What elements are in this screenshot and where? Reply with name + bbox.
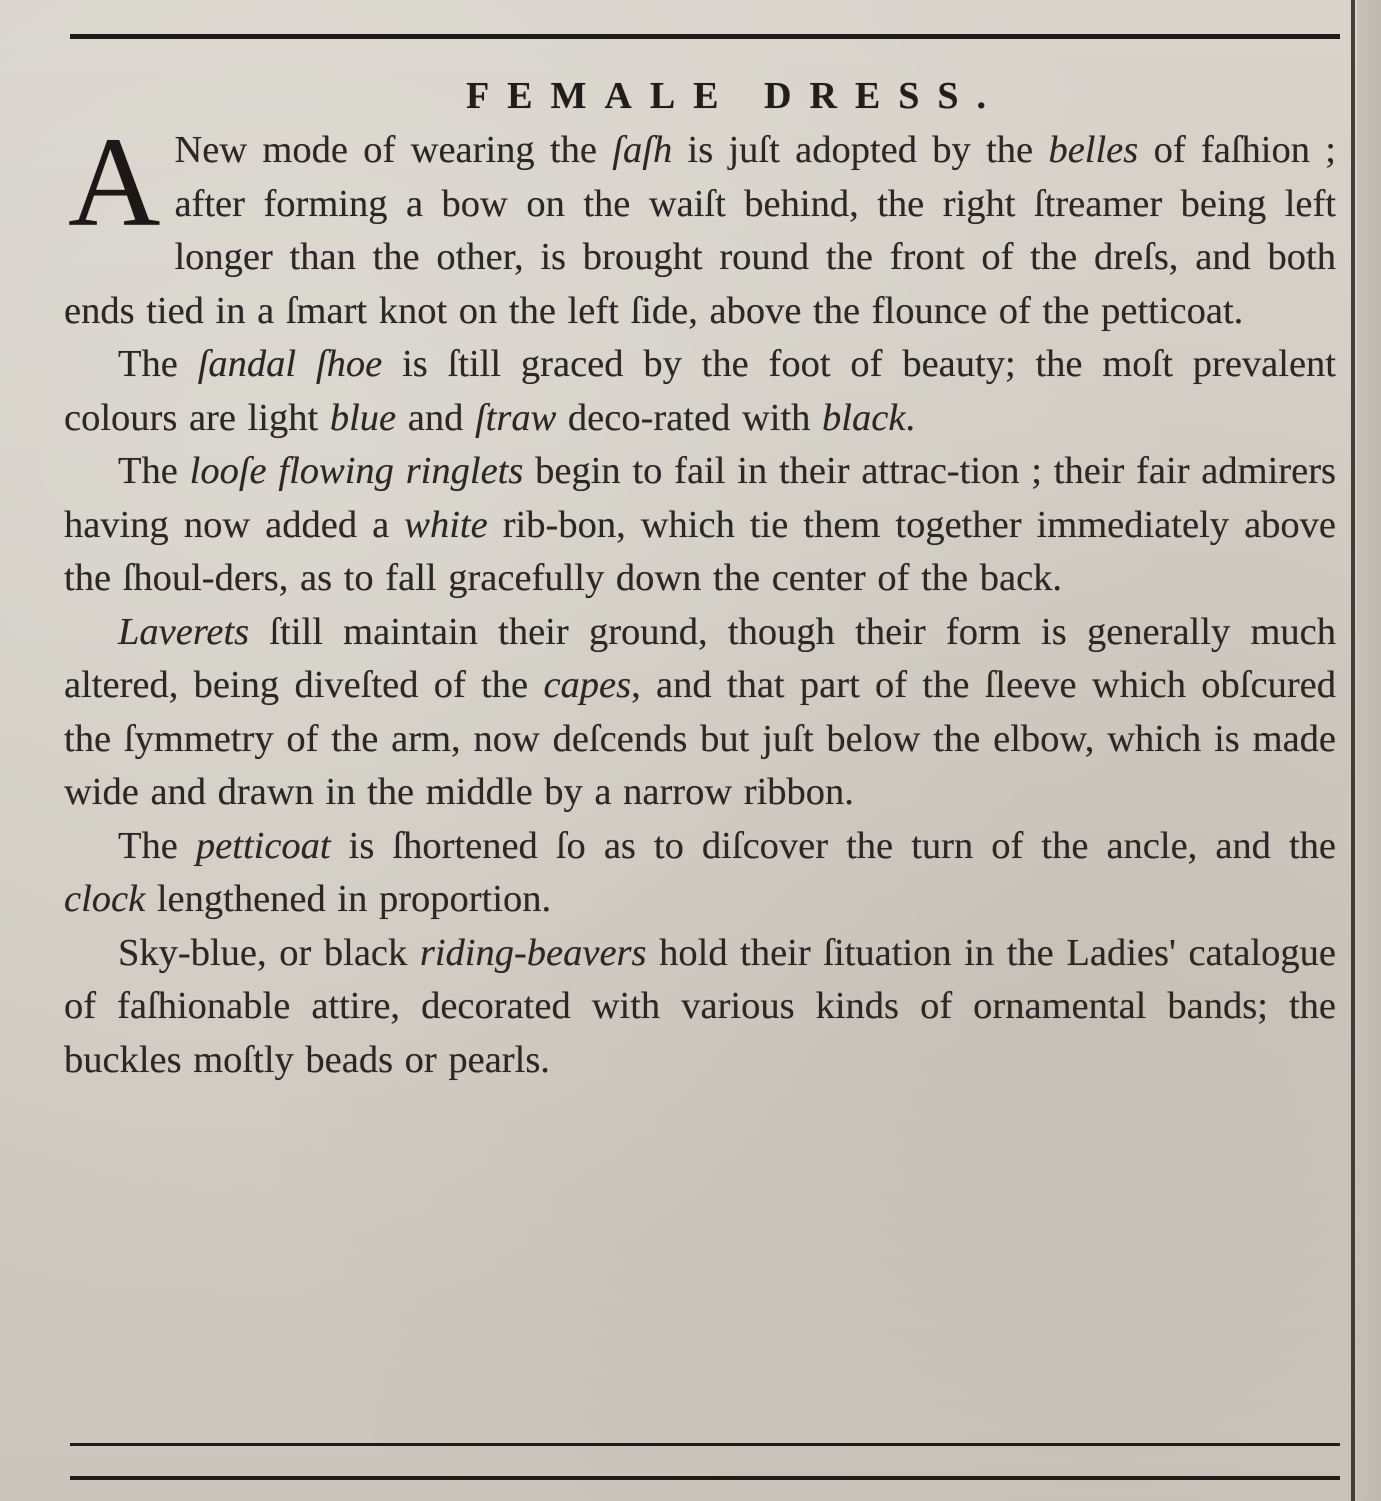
italic-text: riding-beavers — [419, 931, 647, 974]
body-text: deco-rated with — [556, 396, 823, 439]
italic-text: blue — [329, 396, 397, 439]
italic-text: capes — [543, 664, 632, 706]
bottom-double-rule — [70, 1476, 1340, 1480]
paragraph — [64, 606, 1336, 820]
body-text: The — [118, 343, 198, 385]
italic-text: clock — [64, 878, 146, 920]
top-rule — [70, 34, 1340, 39]
italic-text: ſaſh — [612, 129, 673, 171]
body-text: New mode of wearing the — [174, 129, 613, 171]
body-text: ſtill maintain their ground, though their form is generally much altered, being diveſted of the — [64, 610, 1336, 706]
italic-text: belles — [1048, 129, 1139, 171]
paragraph — [64, 445, 1336, 606]
body-text: . — [905, 396, 916, 439]
drop-cap: A — [68, 111, 161, 253]
bottom-rule — [70, 1443, 1340, 1446]
italic-text: ſandal ſhoe — [197, 343, 383, 385]
body-text: is ſtill graced by the foot of beauty; the moſt prevalent colours are light — [64, 343, 1337, 439]
body-text: of faſhion ; after forming a bow on the waiſt behind, the right ſtreamer being left longer than the other, is brought round the front of the dreſs, and both ends tied in a ſmart knot on the left ſide, above the flounce of the petticoat. — [64, 129, 1336, 332]
body-text: The — [118, 450, 190, 492]
body-text: begin to fail in their attrac-tion ; their fair admirers having now added a — [64, 450, 1337, 546]
article — [64, 70, 1336, 1087]
body-text: hold their ſituation in the Ladies' catalogue of faſhionable attire, decorated with various kinds of ornamental bands; the buckles moſtly beads or pearls. — [64, 931, 1336, 1081]
paragraph — [64, 820, 1336, 927]
paragraph — [64, 927, 1336, 1088]
paragraph — [64, 338, 1336, 445]
italic-text: black — [822, 396, 906, 439]
article-body — [64, 111, 1337, 1087]
article-title: FEMALE DRESS. — [465, 75, 1005, 117]
italic-text: looſe flowing ringlets — [189, 450, 524, 492]
paragraph — [64, 111, 1336, 338]
body-text: , and that part of the ſleeve which obſcured the ſymmetry of the arm, now deſcends but juſt below the elbow, which is made wide and drawn in the middle by a narrow ribbon. — [64, 664, 1336, 813]
body-text: is ſhortened ſo as to diſcover the turn of the ancle, and the — [330, 824, 1336, 867]
body-text: The — [118, 824, 196, 867]
body-text: is juſt adopted by the — [672, 129, 1049, 171]
italic-text: Laverets — [118, 610, 250, 653]
italic-text: petticoat — [195, 824, 331, 867]
column-rule — [1351, 0, 1355, 1501]
body-text: and — [396, 396, 475, 439]
body-text: lengthened in proportion. — [145, 878, 552, 920]
body-text: Sky-blue, or black — [118, 931, 420, 974]
page-gutter — [1357, 0, 1381, 1501]
italic-text: white — [404, 503, 488, 546]
italic-text: ſtraw — [474, 396, 557, 439]
body-text: rib-bon, which tie them together immediately above the ſhoul-ders, as to fall gracefully down the center of the back. — [64, 503, 1336, 599]
